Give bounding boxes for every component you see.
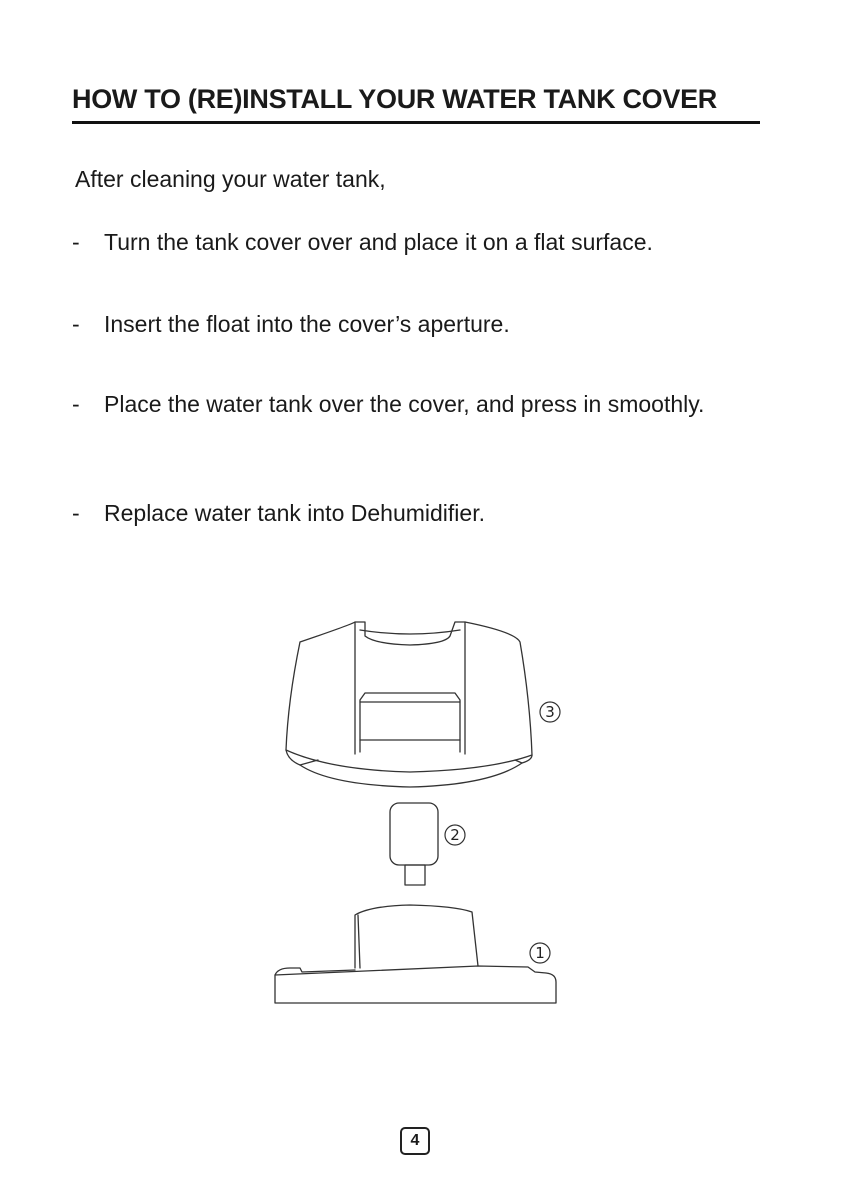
step-text: Replace water tank into Dehumidifier. <box>104 500 485 526</box>
float-illustration <box>390 803 438 885</box>
label-one-icon <box>530 943 550 963</box>
label-three-icon <box>540 702 560 722</box>
step-item <box>72 498 782 529</box>
water-tank-illustration <box>286 622 532 787</box>
step-dash: - <box>72 391 80 417</box>
label-two: 2 <box>450 826 460 844</box>
step-text: Place the water tank over the cover, and press in smoothly. <box>104 391 705 417</box>
page-number: 4 <box>400 1127 430 1155</box>
step-text: Insert the float into the cover’s aperture. <box>104 311 510 337</box>
step-text: Turn the tank cover over and place it on a flat surface. <box>104 229 653 255</box>
label-one: 1 <box>535 944 545 962</box>
step-dash: - <box>72 500 80 526</box>
step-item <box>72 227 782 258</box>
assembly-diagram <box>260 600 580 1020</box>
step-item <box>72 309 782 340</box>
tank-cover-illustration <box>275 905 556 1003</box>
step-item <box>72 389 782 420</box>
label-three: 3 <box>545 703 555 721</box>
intro-text: After cleaning your water tank, <box>75 166 386 192</box>
step-dash: - <box>72 311 80 337</box>
label-two-icon <box>445 825 465 845</box>
page-title: HOW TO (RE)INSTALL YOUR WATER TANK COVER <box>72 84 760 124</box>
step-dash: - <box>72 229 80 255</box>
